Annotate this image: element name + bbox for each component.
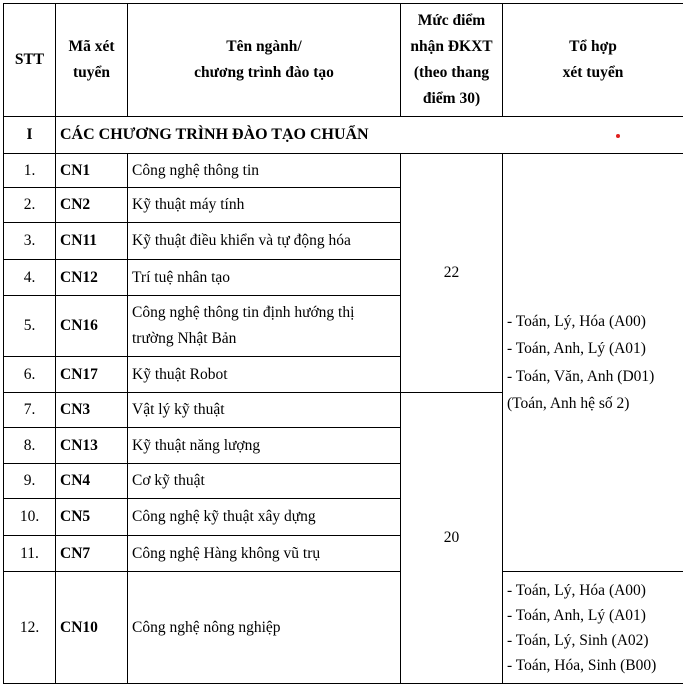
row-name: Công nghệ Hàng không vũ trụ <box>128 536 401 572</box>
row-stt: 8. <box>4 428 56 464</box>
row-name: Cơ kỹ thuật <box>128 464 401 499</box>
row-name: Công nghệ thông tin định hướng thị trường Nhật Bản <box>128 296 401 357</box>
row-stt: 6. <box>4 357 56 393</box>
row-stt: 7. <box>4 393 56 428</box>
section-number: I <box>4 117 56 154</box>
combo-cell <box>503 154 683 572</box>
combo-line: - Toán, Văn, Anh (D01) <box>507 363 679 391</box>
row-code: CN4 <box>56 464 128 499</box>
row-name: Trí tuệ nhân tạo <box>128 260 401 296</box>
row-code: CN2 <box>56 188 128 223</box>
admission-table <box>3 3 683 684</box>
row-code: CN10 <box>56 572 128 684</box>
row-stt: 9. <box>4 464 56 499</box>
row-code: CN13 <box>56 428 128 464</box>
row-stt: 12. <box>4 572 56 684</box>
score-cell: 20 <box>401 393 503 684</box>
row-name: Công nghệ thông tin <box>128 154 401 188</box>
combo-cell <box>503 572 683 684</box>
row-code: CN5 <box>56 499 128 536</box>
table-row <box>4 572 683 684</box>
row-code: CN17 <box>56 357 128 393</box>
combo-line: - Toán, Lý, Hóa (A00) <box>507 308 679 336</box>
combo-line: - Toán, Anh, Lý (A01) <box>507 603 679 628</box>
combo-line: - Toán, Anh, Lý (A01) <box>507 335 679 363</box>
table-row <box>4 154 683 188</box>
header-row <box>4 4 683 117</box>
row-stt: 1. <box>4 154 56 188</box>
row-name: Kỹ thuật năng lượng <box>128 428 401 464</box>
row-name: Công nghệ kỹ thuật xây dựng <box>128 499 401 536</box>
row-stt: 2. <box>4 188 56 223</box>
row-code: CN1 <box>56 154 128 188</box>
combo-line: - Toán, Lý, Hóa (A00) <box>507 578 679 603</box>
row-name: Kỹ thuật Robot <box>128 357 401 393</box>
header-combo: Tổ hợp xét tuyển <box>503 4 683 117</box>
combo-line: (Toán, Anh hệ số 2) <box>507 390 679 418</box>
section-row <box>4 117 683 154</box>
row-code: CN16 <box>56 296 128 357</box>
score-cell: 22 <box>401 154 503 393</box>
section-title: CÁC CHƯƠNG TRÌNH ĐÀO TẠO CHUẨN <box>56 117 683 154</box>
header-code: Mã xét tuyển <box>56 4 128 117</box>
row-name: Kỹ thuật điều khiển và tự động hóa <box>128 223 401 260</box>
row-stt: 11. <box>4 536 56 572</box>
row-stt: 4. <box>4 260 56 296</box>
row-name: Kỹ thuật máy tính <box>128 188 401 223</box>
row-code: CN12 <box>56 260 128 296</box>
row-code: CN11 <box>56 223 128 260</box>
header-stt: STT <box>4 4 56 117</box>
row-name: Công nghệ nông nghiệp <box>128 572 401 684</box>
header-name: Tên ngành/ chương trình đào tạo <box>128 4 401 117</box>
row-code: CN7 <box>56 536 128 572</box>
row-name: Vật lý kỹ thuật <box>128 393 401 428</box>
combo-line: - Toán, Hóa, Sinh (B00) <box>507 653 679 678</box>
header-score: Mức điểm nhận ĐKXT (theo thang điểm 30) <box>401 4 503 117</box>
row-stt: 10. <box>4 499 56 536</box>
red-dot-mark <box>616 134 620 138</box>
row-code: CN3 <box>56 393 128 428</box>
row-stt: 5. <box>4 296 56 357</box>
row-stt: 3. <box>4 223 56 260</box>
combo-line: - Toán, Lý, Sinh (A02) <box>507 628 679 653</box>
